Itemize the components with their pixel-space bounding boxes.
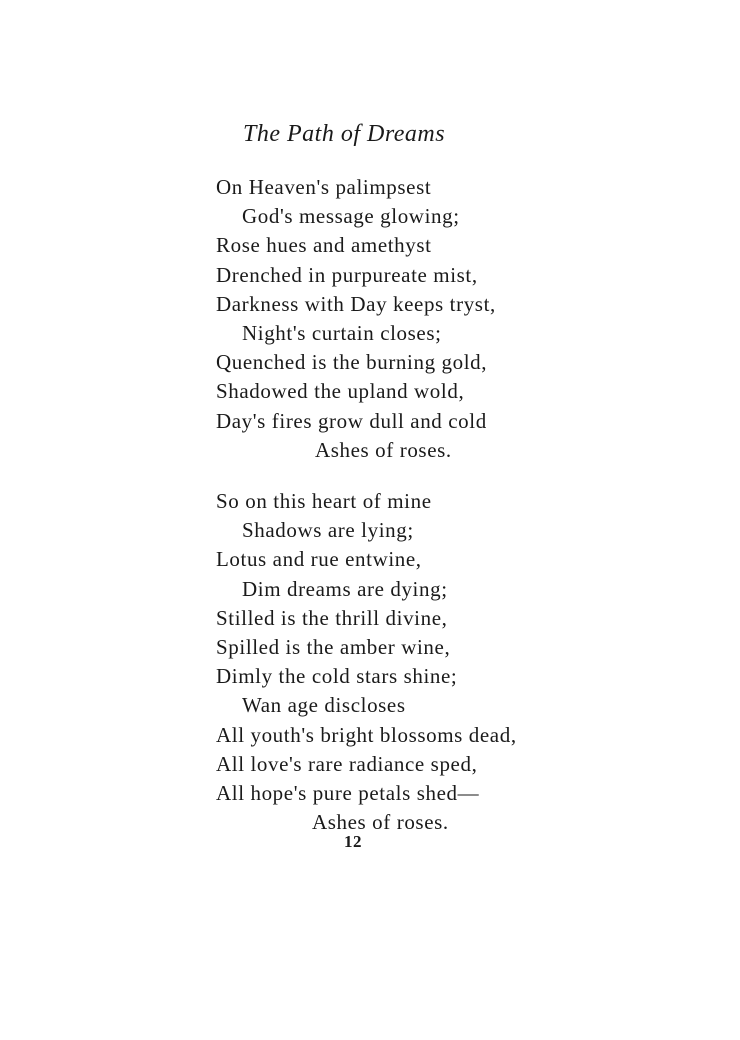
poem-line: Stilled is the thrill divine, [216, 605, 448, 630]
poem-line: All youth's bright blossoms dead, [216, 722, 517, 747]
poem-line: Dim dreams are dying; [242, 576, 448, 601]
poem-line: Drenched in purpureate mist, [216, 262, 478, 287]
poem-line: Shadows are lying; [242, 518, 414, 543]
poem-line: Spilled is the amber wine, [216, 634, 451, 659]
poem-line: All hope's pure petals shed— [216, 780, 480, 805]
poem-line: Rose hues and amethyst [216, 233, 432, 258]
refrain-line: Ashes of roses. [312, 810, 449, 835]
refrain-line: Ashes of roses. [315, 437, 452, 462]
stanza-1 [216, 173, 576, 465]
poem-line: Dimly the cold stars shine; [216, 664, 458, 689]
poem-line: Lotus and rue entwine, [216, 547, 422, 572]
poem-line: Shadowed the upland wold, [216, 379, 465, 404]
poem-line: Quenched is the burning gold, [216, 350, 488, 375]
poem-line: Day's fires grow dull and cold [216, 408, 487, 433]
poem-line: God's message glowing; [242, 204, 460, 229]
poem-line: So on this heart of mine [216, 489, 432, 513]
poem-title: The Path of Dreams [243, 121, 446, 147]
poem-line: Wan age discloses [242, 693, 406, 718]
poem-line: Night's curtain closes; [242, 320, 442, 345]
page-number: 12 [344, 832, 362, 851]
poem-line: All love's rare radiance sped, [216, 751, 478, 776]
poem-line: On Heaven's palimpsest [216, 175, 432, 199]
poem-line: Darkness with Day keeps tryst, [216, 291, 496, 316]
stanza-2 [216, 487, 576, 837]
